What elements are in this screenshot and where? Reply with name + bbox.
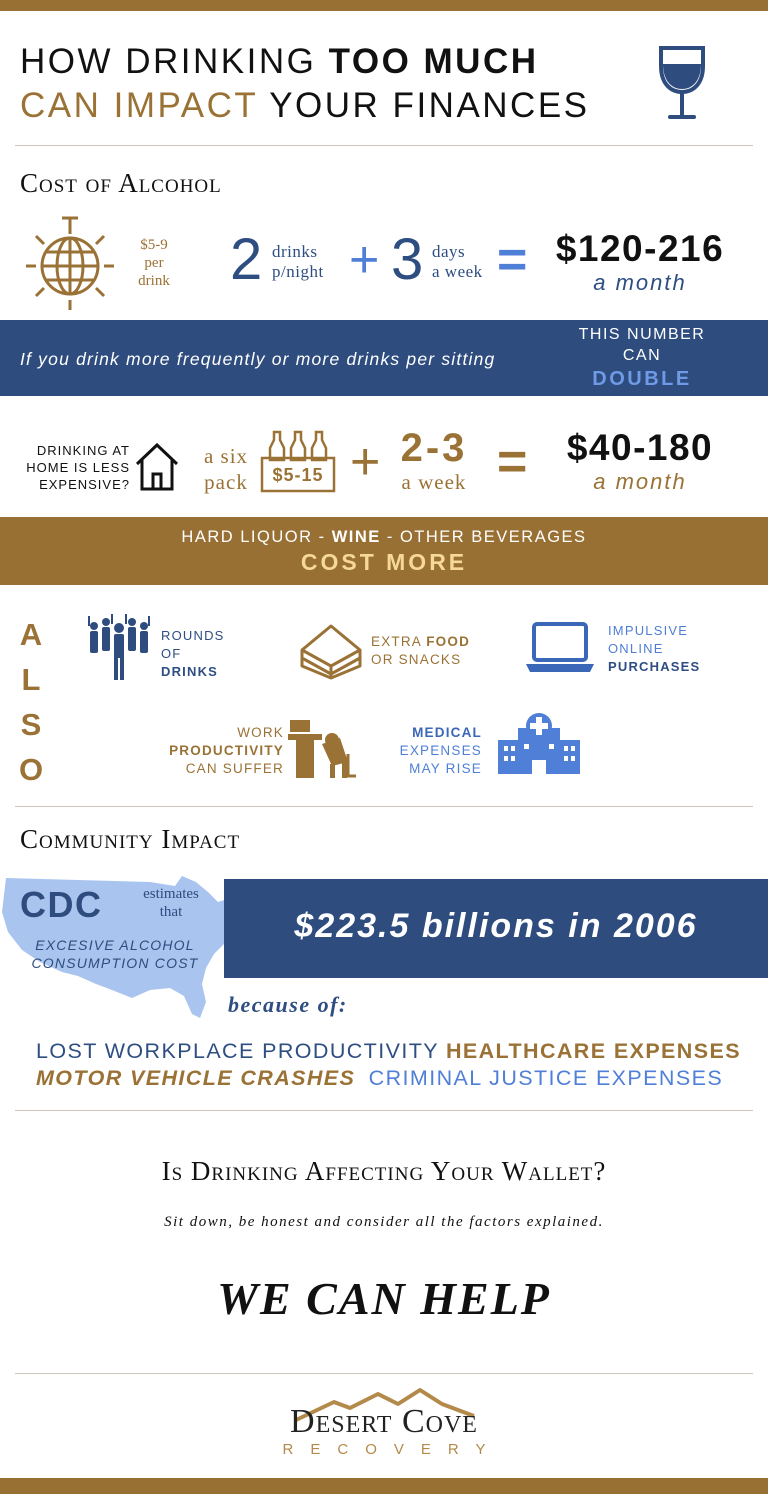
medical-expenses	[392, 724, 482, 778]
food-line-1	[371, 633, 470, 651]
wine-glass-icon	[655, 44, 709, 122]
liquor-wine: WINE	[331, 528, 381, 546]
liquor-part: - OTHER BEVERAGES	[380, 528, 587, 546]
online-line-3: PURCHASES	[608, 659, 701, 674]
six-pack-price: $5-15	[272, 465, 324, 485]
equals-sign-home: =	[497, 433, 528, 491]
home-question	[14, 442, 130, 493]
food-line-2: OR SNACKS	[371, 652, 462, 667]
monthly-total	[542, 228, 738, 296]
crowd-icon	[84, 612, 154, 682]
cta-subtitle: Sit down, be honest and consider all the factors explained.	[164, 1214, 604, 1230]
disco-ball-icon	[22, 214, 118, 312]
extra-food	[371, 633, 470, 669]
home-monthly-total	[548, 427, 732, 495]
cost-amount-band	[224, 879, 768, 978]
laptop-icon	[524, 620, 596, 674]
title-line-2	[20, 84, 640, 128]
cost-amount: $223.5 billions in 2006	[294, 907, 698, 945]
times-number: 2-3	[400, 426, 468, 470]
drinks-number: 2	[230, 227, 263, 292]
six-pack-label-2: pack	[204, 470, 248, 494]
frequency-right-2: CAN	[622, 347, 662, 364]
work-line-1: WORK	[237, 725, 284, 740]
rounds-line-3: DRINKS	[161, 664, 219, 679]
equals-sign: =	[497, 231, 528, 289]
causes-line-2	[36, 1066, 723, 1091]
cause-motor-vehicle: MOTOR VEHICLE CRASHES	[36, 1066, 356, 1090]
cause-healthcare: HEALTHCARE EXPENSES	[445, 1039, 741, 1063]
divider	[15, 1373, 753, 1374]
price-per-drink	[120, 236, 188, 290]
we-can-help: WE CAN HELP	[217, 1273, 551, 1324]
six-pack-label-1: a six	[203, 444, 249, 468]
days-label	[432, 242, 483, 282]
house-icon	[133, 440, 181, 492]
title-part-gold: CAN IMPACT	[20, 86, 258, 125]
liquor-band	[0, 517, 768, 585]
cta-question: Is Drinking Affecting Your Wallet?	[161, 1156, 607, 1186]
medical-line-3: MAY RISE	[409, 761, 482, 776]
cdc-estimates-2: that	[159, 904, 183, 920]
frequency-right-1: THIS NUMBER	[578, 326, 706, 343]
causes-line-1	[36, 1039, 741, 1064]
sandwich-icon	[298, 622, 364, 680]
work-productivity	[150, 724, 284, 778]
title-part: YOUR FINANCES	[257, 86, 590, 125]
home-question-2: HOME IS LESS	[26, 460, 130, 475]
cdc-estimates	[126, 885, 216, 921]
food-bold: FOOD	[426, 634, 471, 649]
cdc-label: CDC	[20, 884, 103, 925]
times-label: a week	[401, 470, 467, 494]
title-emphasis: TOO MUCH	[328, 42, 539, 81]
cause-criminal-justice: CRIMINAL JUSTICE EXPENSES	[368, 1066, 724, 1090]
medical-line-2: EXPENSES	[399, 743, 482, 758]
home-question-1: DRINKING AT	[36, 443, 130, 458]
section-title-community: Community Impact	[20, 824, 241, 854]
logo-name: Desert Cove	[290, 1403, 478, 1440]
plus-sign: +	[349, 231, 380, 289]
page-title	[20, 40, 640, 128]
drinks-label-2: p/night	[272, 262, 324, 281]
days-label-2: a week	[432, 262, 483, 281]
liquor-part: HARD LIQUOR -	[181, 528, 332, 546]
excess-line-1: EXCESIVE ALCOHOL	[35, 937, 195, 953]
monthly-total-label: a month	[593, 270, 687, 295]
online-line-2: ONLINE	[608, 641, 664, 656]
medical-line-1: MEDICAL	[412, 725, 482, 740]
monthly-total-value: $120-216	[555, 228, 725, 269]
bottom-bar	[0, 1478, 768, 1494]
price-drink: drink	[138, 273, 170, 289]
also-letter: S	[20, 707, 42, 742]
title-line-1	[20, 40, 640, 84]
frequency-double: DOUBLE	[592, 368, 692, 390]
because-of: because of:	[228, 992, 348, 1017]
days-number: 3	[391, 227, 424, 292]
cause-lost-productivity: LOST WORKPLACE PRODUCTIVITY	[36, 1039, 439, 1063]
plus-sign-home: +	[350, 433, 381, 491]
drinks-label	[272, 242, 324, 282]
rounds-line-2: OF	[161, 646, 182, 661]
rounds-of-drinks	[161, 627, 225, 681]
work-line-3: CAN SUFFER	[185, 761, 284, 776]
home-monthly-label: a month	[593, 469, 687, 494]
frequency-text: If you drink more frequently or more drinks per sitting	[20, 349, 496, 369]
times-per-week	[392, 426, 476, 494]
days-label-1: days	[432, 242, 466, 261]
also-letters	[14, 612, 48, 792]
six-pack-label	[198, 443, 254, 495]
online-purchases	[608, 622, 700, 676]
excess-consumption	[22, 936, 208, 972]
divider	[15, 806, 753, 807]
also-letter: L	[21, 662, 41, 697]
divider	[15, 145, 753, 146]
price-value: $5-9	[140, 237, 168, 253]
also-letter: O	[18, 752, 44, 787]
online-line-1: IMPULSIVE	[608, 623, 689, 638]
cost-more: COST MORE	[300, 549, 468, 575]
liquor-line	[0, 527, 768, 547]
work-line-2: PRODUCTIVITY	[169, 743, 284, 758]
rounds-line-1: ROUNDS	[161, 628, 225, 643]
price-per: per	[144, 255, 164, 271]
title-part: HOW DRINKING	[20, 42, 329, 81]
hospital-icon	[494, 712, 584, 774]
tired-worker-icon	[288, 718, 360, 780]
divider	[15, 1110, 753, 1111]
home-monthly-value: $40-180	[566, 427, 714, 468]
home-question-3: EXPENSIVE?	[39, 477, 130, 492]
excess-line-2: CONSUMPTION COST	[31, 955, 199, 971]
cdc-estimates-1: estimates	[143, 886, 199, 902]
food-extra: EXTRA	[371, 634, 427, 649]
also-letter: A	[19, 617, 43, 652]
top-bar	[0, 0, 768, 11]
frequency-right	[560, 324, 724, 392]
logo-sub: RECOVERY	[282, 1441, 503, 1458]
frequency-band	[0, 320, 768, 396]
drinks-label-1: drinks	[272, 242, 318, 261]
section-title-cost: Cost of Alcohol	[20, 168, 222, 198]
